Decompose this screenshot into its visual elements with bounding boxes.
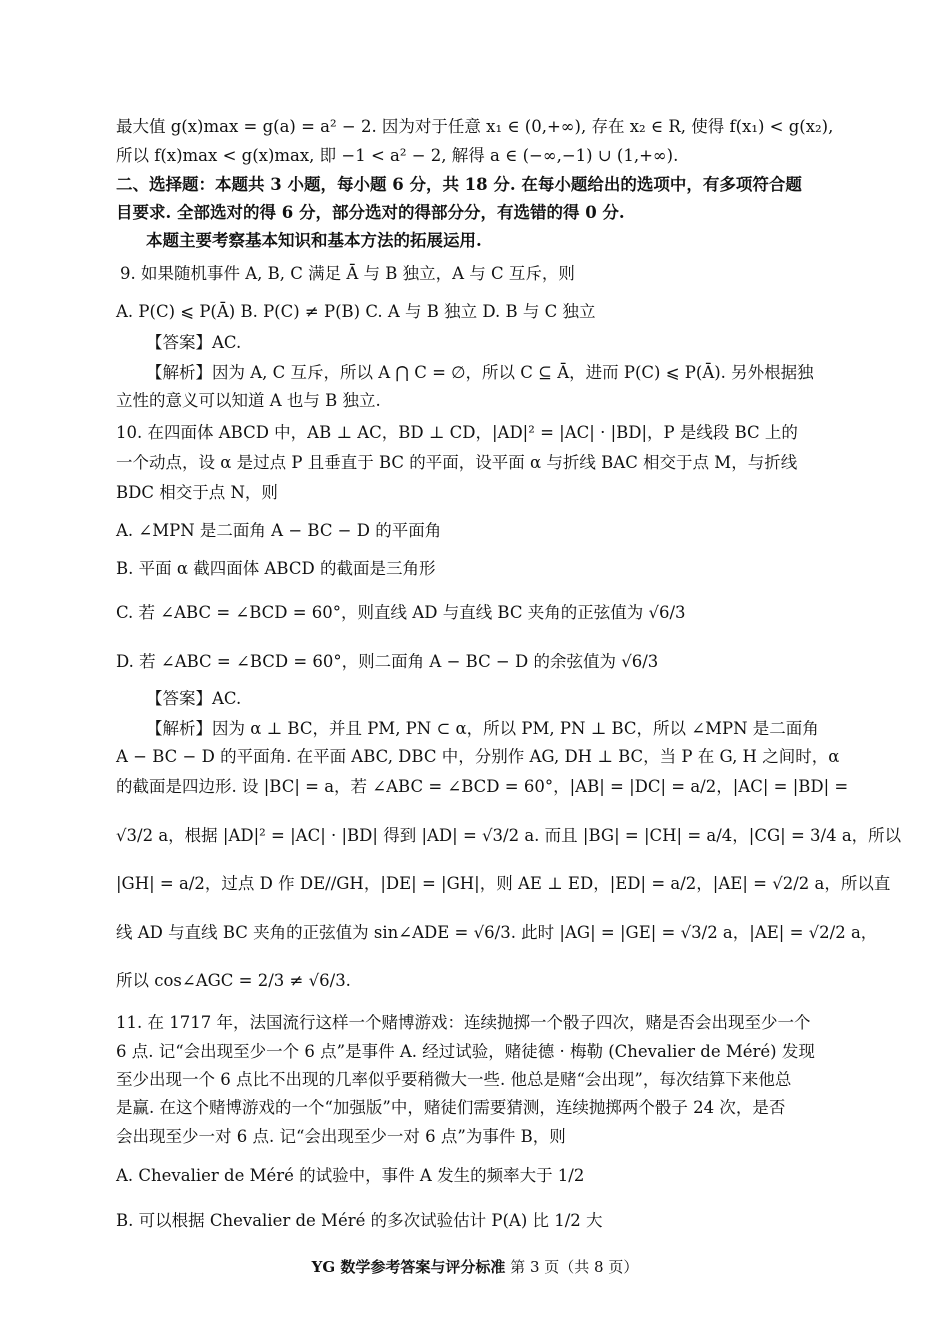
question-11: 至少出现一个 6 点比不出现的几率似乎要稍微大一些. 他总是赌“会出现”，每次结算下来他总 <box>116 1070 792 1089</box>
option-10c: C. 若 ∠ABC = ∠BCD = 60°，则直线 AD 与直线 BC 夹角的正弦值为 √6/3 <box>116 603 686 622</box>
option-10b: B. 平面 α 截四面体 ABCD 的截面是三角形 <box>116 559 436 578</box>
analysis-10: 【解析】因为 α ⊥ BC，并且 PM, PN ⊂ α，所以 PM, PN ⊥ BC，所以 ∠MPN 是二面角 <box>146 719 819 738</box>
page-footer <box>0 1256 950 1277</box>
question-11: 是赢. 在这个赌博游戏的一个“加强版”中，赌徒们需要猜测，连续抛掷两个骰子 24 次，是否 <box>116 1098 786 1117</box>
question-11: 6 点. 记“会出现至少一个 6 点”是事件 A. 经过试验，赌徒德 · 梅勒 (Chevalier de Méré) 发现 <box>116 1042 815 1061</box>
analysis-9: 立性的意义可以知道 A 也与 B 独立. <box>116 391 381 410</box>
analysis-9: 【解析】因为 A, C 互斥，所以 A ⋂ C = ∅，所以 C ⊆ Ā，进而 P(C) ⩽ P(Ā). 另外根据独 <box>146 363 814 382</box>
text-line: 最大值 g(x)max = g(a) = a² − 2. 因为对于任意 x₁ ∈ (0,+∞), 存在 x₂ ∈ R, 使得 f(x₁) < g(x₂), <box>116 117 834 136</box>
question-11: 11. 在 1717 年，法国流行这样一个赌博游戏：连续抛掷一个骰子四次，赌是否会出现至少一个 <box>116 1013 811 1032</box>
section-heading: 目要求. 全部选对的得 6 分，部分选对的得部分分，有选错的得 0 分. <box>116 203 625 222</box>
option-11b: B. 可以根据 Chevalier de Méré 的多次试验估计 P(A) 比 1/2 大 <box>116 1211 603 1230</box>
section-note: 本题主要考察基本知识和基本方法的拓展运用. <box>146 231 482 250</box>
question-10: 10. 在四面体 ABCD 中，AB ⊥ AC，BD ⊥ CD，|AD|² = |AC| · |BD|，P 是线段 BC 上的 <box>116 423 798 442</box>
question-10: BDC 相交于点 N，则 <box>116 483 278 502</box>
question-11: 会出现至少一对 6 点. 记“会出现至少一对 6 点”为事件 B，则 <box>116 1127 566 1146</box>
text-line: 所以 f(x)max < g(x)max, 即 −1 < a² − 2, 解得 a ∈ (−∞,−1) ∪ (1,+∞). <box>116 146 679 165</box>
analysis-10: √3/2 a，根据 |AD|² = |AC| · |BD| 得到 |AD| = √3/2 a. 而且 |BG| = |CH| = a/4，|CG| = 3/4 a，所以 <box>116 826 902 845</box>
analysis-10: 线 AD 与直线 BC 夹角的正弦值为 sin∠ADE = √6/3. 此时 |AG| = |GE| = √3/2 a，|AE| = √2/2 a， <box>116 923 878 942</box>
footer-title: YG 数学参考答案与评分标准 <box>311 1258 506 1276</box>
option-10d: D. 若 ∠ABC = ∠BCD = 60°，则二面角 A − BC − D 的余弦值为 √6/3 <box>116 652 659 671</box>
option-11a: A. Chevalier de Méré 的试验中，事件 A 发生的频率大于 1/2 <box>116 1166 585 1185</box>
analysis-10: |GH| = a/2，过点 D 作 DE//GH，|DE| = |GH|，则 AE ⊥ ED，|ED| = a/2，|AE| = √2/2 a，所以直 <box>116 874 891 893</box>
analysis-10: A − BC − D 的平面角. 在平面 ABC, DBC 中，分别作 AG, DH ⊥ BC，当 P 在 G, H 之间时，α <box>116 747 840 766</box>
answer-9: 【答案】AC. <box>146 333 242 352</box>
analysis-10: 所以 cos∠AGC = 2/3 ≠ √6/3. <box>116 971 351 990</box>
footer-page-number: 第 3 页（共 8 页） <box>505 1258 639 1276</box>
options-9: A. P(C) ⩽ P(Ā) B. P(C) ≠ P(B) C. A 与 B 独立 D. B 与 C 独立 <box>116 302 596 321</box>
question-10: 一个动点，设 α 是过点 P 且垂直于 BC 的平面，设平面 α 与折线 BAC 相交于点 M，与折线 <box>116 453 798 472</box>
option-10a: A. ∠MPN 是二面角 A − BC − D 的平面角 <box>116 521 442 540</box>
analysis-10: 的截面是四边形. 设 |BC| = a，若 ∠ABC = ∠BCD = 60°，|AB| = |DC| = a/2，|AC| = |BD| = <box>116 777 849 796</box>
section-heading: 二、选择题：本题共 3 小题，每小题 6 分，共 18 分. 在每小题给出的选项中，有多项符合题 <box>116 175 802 194</box>
answer-10: 【答案】AC. <box>146 689 242 708</box>
question-9: 9. 如果随机事件 A, B, C 满足 Ā 与 B 独立，A 与 C 互斥，则 <box>120 264 575 283</box>
